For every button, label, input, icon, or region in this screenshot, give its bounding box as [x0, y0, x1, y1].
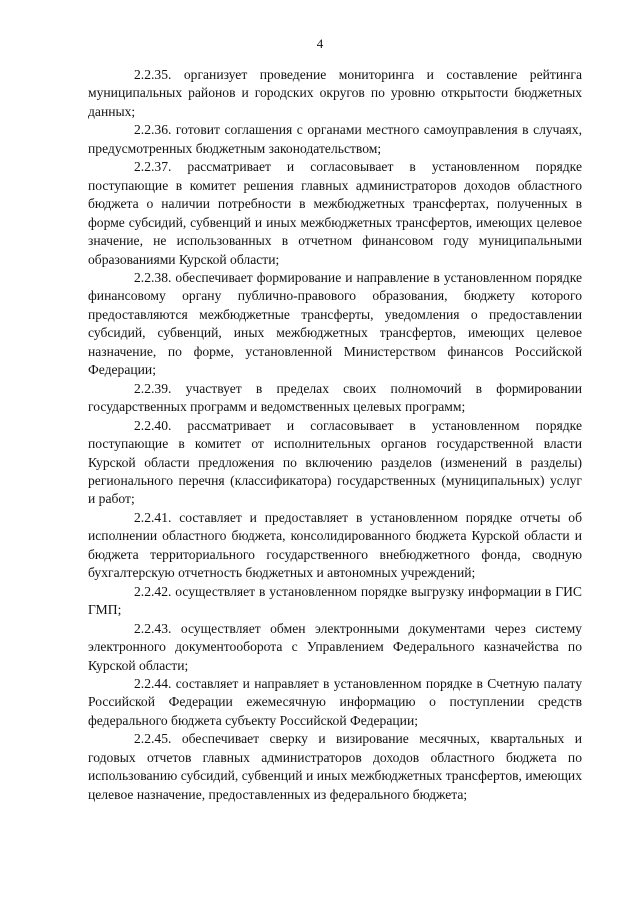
clause-text: готовит соглашения с органами местного самоуправления в случаях, предусмотренных бюджетным законодательством;	[88, 122, 583, 156]
clause-2-2-44	[88, 675, 582, 730]
page-number: 4	[316, 36, 324, 51]
clause-2-2-43	[88, 620, 582, 675]
clause-number: 2.2.39.	[134, 380, 172, 396]
clause-text: осуществляет обмен электронными документами через систему электронного документооборота с Управлением Федерального казначейства по Курской области;	[88, 620, 582, 673]
clause-number: 2.2.37.	[134, 159, 172, 175]
clause-text: составляет и предоставляет в установленном порядке отчеты об исполнении областного бюджета, консолидированного бюджета Курской области и бюджета территориального государственного внебюджетного фонда, сводную бухгалтерскую отчетность бюджетных и автономных учреждений;	[88, 509, 582, 581]
clause-2-2-40	[88, 417, 582, 509]
clause-text: обеспечивает сверку и визирование месячных, квартальных и годовых отчетов главных администраторов доходов областного бюджета по использованию субсидий, субвенций и иных межбюджетных трансфертов, имеющих целевое назначение, предоставленных из федерального бюджета;	[88, 731, 582, 802]
clause-number: 2.2.36.	[134, 122, 172, 138]
document-body	[88, 66, 582, 804]
clause-number: 2.2.44.	[134, 675, 172, 691]
clause-text: организует проведение мониторинга и составление рейтинга муниципальных районов и городских округов по уровню открытости бюджетных данных;	[88, 67, 582, 119]
clause-number: 2.2.45.	[134, 731, 172, 747]
clause-2-2-39	[88, 380, 582, 417]
clause-number: 2.2.41.	[134, 509, 172, 525]
clause-text: обеспечивает формирование и направление в установленном порядке финансовому органу публично-правового образования, бюджету которого предоставляются межбюджетные трансферты, уведомления о предоставлении субсидий, субвенций, иных межбюджетных трансфертов, имеющих целевое назначение, по форме, установленной Министерством финансов Российской Федерации;	[88, 269, 583, 378]
clause-2-2-35	[88, 66, 582, 121]
clause-2-2-36	[88, 121, 582, 158]
clause-2-2-37	[88, 158, 582, 269]
clause-2-2-45	[88, 730, 582, 804]
clause-text: участвует в пределах своих полномочий в формировании государственных программ и ведомственных целевых программ;	[88, 380, 582, 415]
clause-number: 2.2.38.	[134, 269, 172, 285]
clause-text: составляет и направляет в установленном порядке в Счетную палату Российской Федерации ежемесячную информацию о поступлении средств федерального бюджета субъекту Российской Федерации;	[88, 675, 582, 728]
clause-2-2-38	[88, 269, 582, 380]
clause-text: осуществляет в установленном порядке выгрузку информации в ГИС ГМП;	[88, 583, 582, 618]
clause-number: 2.2.40.	[134, 417, 172, 433]
clause-text: рассматривает и согласовывает в установленном порядке поступающие в комитет решения главных администраторов доходов областного бюджета о наличии потребности в межбюджетных трансфертах, полученных в форме субсидий, субвенций и иных межбюджетных трансфертов, имеющих целевое значение, не использованных в отчетном финансовом году муниципальными образованиями Курской области;	[88, 159, 582, 267]
clause-text: рассматривает и согласовывает в установленном порядке поступающие в комитет от исполнительных органов государственной власти Курской области предложения по включению разделов (изменений в разделы) регионального перечня (классификатора) государственных (муниципальных) услуг и работ;	[88, 417, 582, 507]
clause-2-2-41	[88, 509, 582, 583]
clause-number: 2.2.42.	[134, 583, 172, 599]
clause-2-2-42	[88, 583, 582, 620]
clause-number: 2.2.35.	[134, 67, 172, 82]
clause-number: 2.2.43.	[134, 620, 172, 636]
